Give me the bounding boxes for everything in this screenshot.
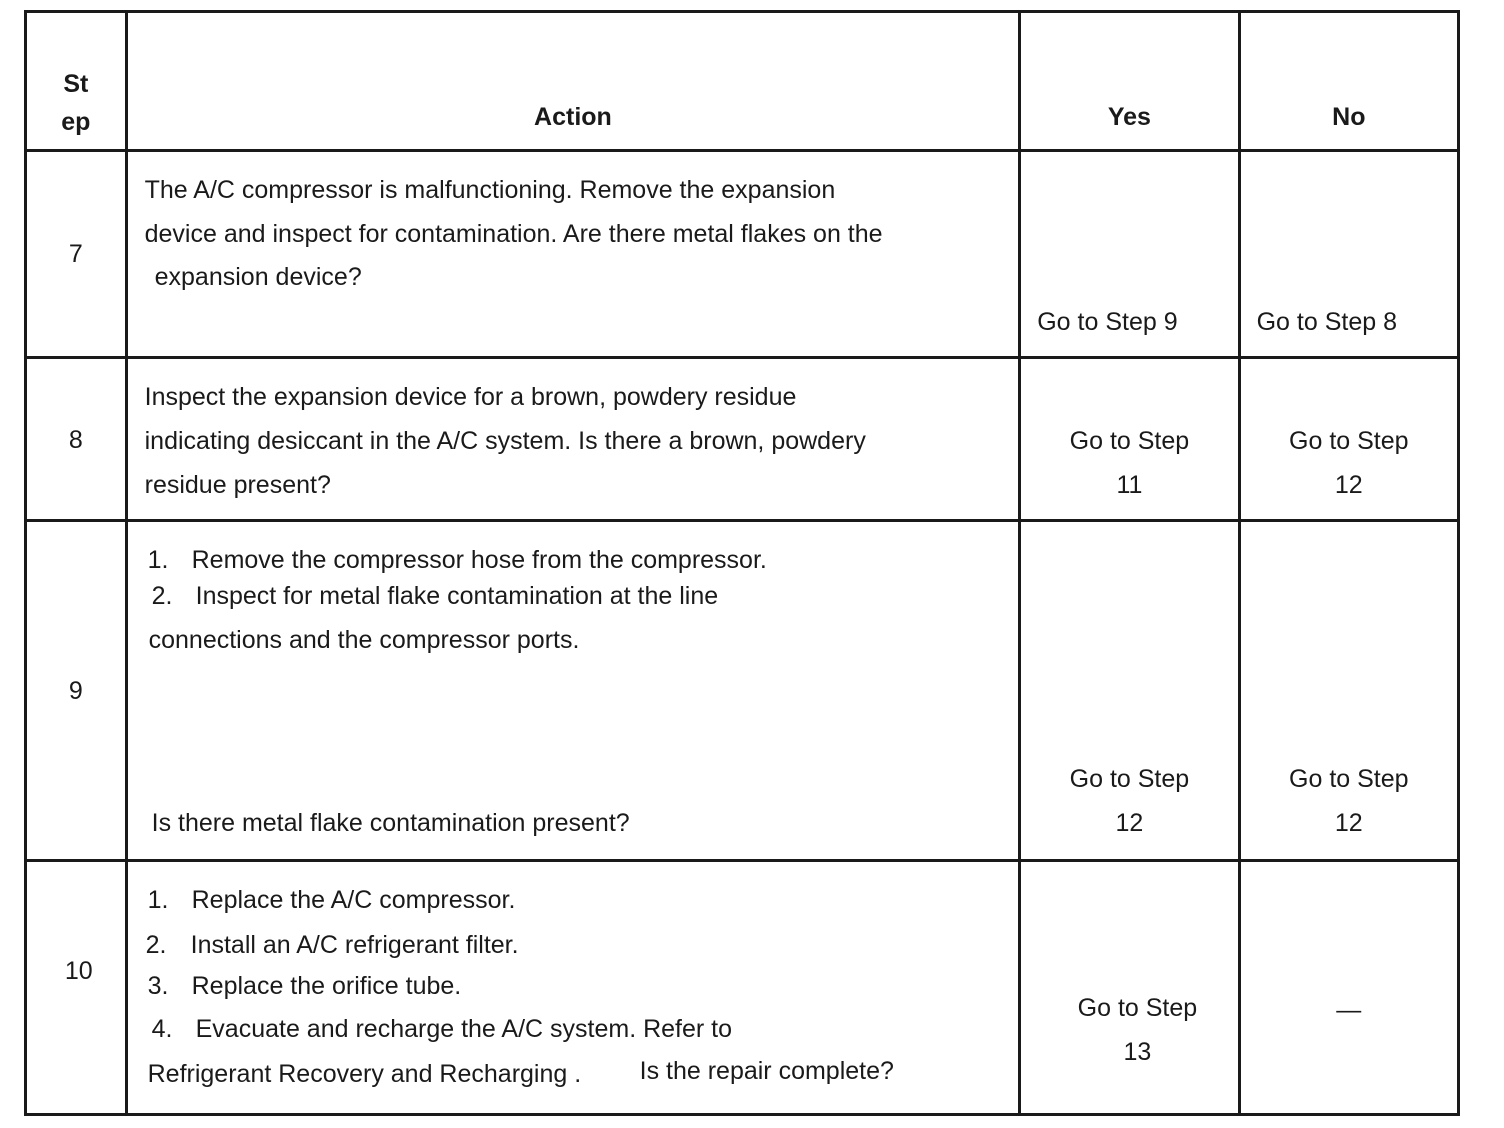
- action-cell: [126, 358, 1020, 521]
- step-cell: [26, 151, 127, 358]
- list-item-number: 1.: [147, 546, 169, 575]
- yes-step-number: 11: [1116, 471, 1143, 500]
- no-cell: [1239, 861, 1458, 1115]
- no-step-number: 12: [1334, 809, 1363, 838]
- table-row: [26, 861, 1459, 1115]
- table-header-row: [26, 12, 1459, 151]
- header-action-label: Action: [534, 103, 612, 132]
- step-cell: [26, 358, 127, 521]
- header-no: [1239, 12, 1458, 151]
- action-line: indicating desiccant in the A/C system. Is there a brown, powdery: [144, 427, 866, 456]
- yes-step-number: 13: [1123, 1038, 1152, 1067]
- list-item: Inspect for metal flake contamination at the line: [195, 582, 719, 611]
- action-cell: [126, 151, 1020, 358]
- list-item-number: 3.: [147, 972, 169, 1001]
- yes-value: Go to Step: [1069, 427, 1190, 456]
- yes-value: Go to Step 9: [1037, 308, 1178, 337]
- yes-cell: [1020, 861, 1239, 1115]
- list-item-number: 4.: [151, 1015, 173, 1044]
- no-cell: [1239, 521, 1458, 861]
- action-cell: [126, 861, 1020, 1115]
- yes-value: Go to Step: [1077, 994, 1198, 1023]
- no-cell: [1239, 151, 1458, 358]
- list-item: Evacuate and recharge the A/C system. Refer to: [195, 1015, 733, 1044]
- yes-cell: [1020, 358, 1239, 521]
- no-value: Go to Step 8: [1256, 308, 1397, 337]
- yes-cell: [1020, 151, 1239, 358]
- action-cell: [126, 521, 1020, 861]
- no-value: —: [1336, 996, 1362, 1025]
- action-line: expansion device?: [154, 263, 362, 292]
- list-item: Remove the compressor hose from the compressor.: [191, 546, 767, 575]
- step-number: 9: [68, 677, 83, 706]
- step-cell: [26, 861, 127, 1115]
- yes-value: Go to Step: [1069, 765, 1190, 794]
- list-item: Install an A/C refrigerant filter.: [190, 931, 519, 960]
- header-yes: [1020, 12, 1239, 151]
- table-row: [26, 521, 1459, 861]
- question-text: Is there metal flake contamination present?: [151, 809, 630, 838]
- yes-step-number: 12: [1115, 809, 1144, 838]
- header-action: [126, 12, 1020, 151]
- action-line: device and inspect for contamination. Are there metal flakes on the: [144, 220, 883, 249]
- action-line: Inspect the expansion device for a brown, powdery residue: [144, 383, 797, 412]
- header-yes-label: Yes: [1107, 103, 1151, 132]
- action-line: residue present?: [144, 471, 331, 500]
- list-item-continuation: Refrigerant Recovery and Recharging .: [147, 1060, 582, 1089]
- diagnostic-table: [24, 10, 1460, 1116]
- header-step: [26, 12, 127, 151]
- step-cell: [26, 521, 127, 861]
- list-item-number: 2.: [145, 931, 167, 960]
- no-step-number: 12: [1334, 471, 1363, 500]
- list-item-number: 1.: [147, 886, 169, 915]
- yes-cell: [1020, 521, 1239, 861]
- list-item-number: 2.: [151, 582, 173, 611]
- step-number: 8: [68, 426, 83, 455]
- table-row: [26, 358, 1459, 521]
- no-value: Go to Step: [1289, 765, 1409, 794]
- header-no-label: No: [1332, 103, 1366, 132]
- action-line: The A/C compressor is malfunctioning. Remove the expansion: [144, 176, 836, 205]
- list-item: Replace the orifice tube.: [191, 972, 462, 1001]
- no-value: Go to Step: [1289, 427, 1409, 456]
- table-row: [26, 151, 1459, 358]
- step-number: 10: [64, 957, 93, 986]
- list-item-continuation: connections and the compressor ports.: [148, 626, 580, 655]
- list-item: Replace the A/C compressor.: [191, 886, 516, 915]
- question-text: Is the repair complete?: [639, 1057, 894, 1086]
- no-cell: [1239, 358, 1458, 521]
- header-step-label: St ep: [61, 70, 91, 136]
- step-number: 7: [68, 240, 83, 269]
